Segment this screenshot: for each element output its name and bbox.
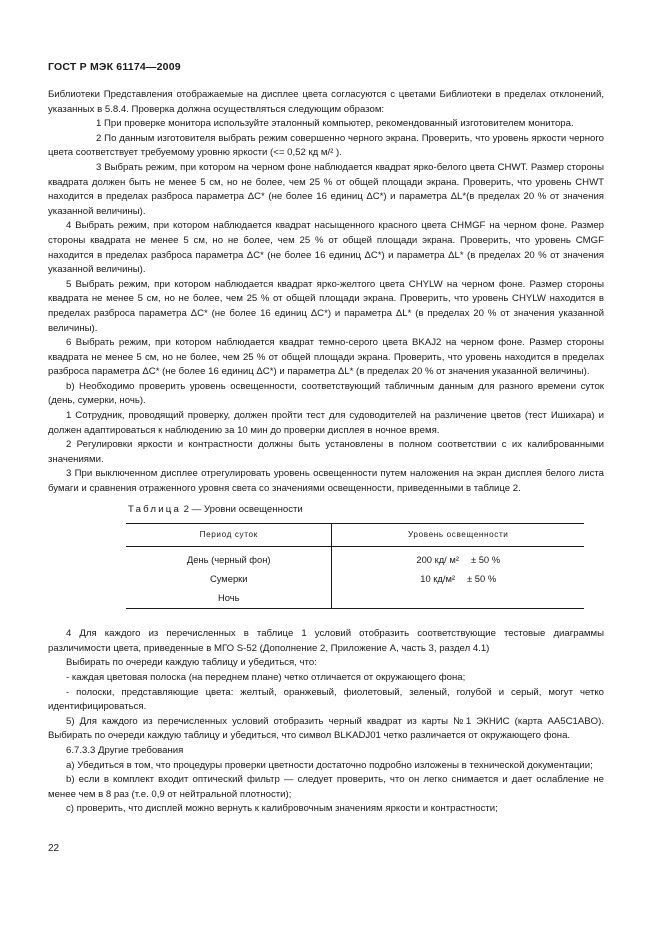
paragraph-step-2: 2 По данным изготовителя выбрать режим совершенно черного экрана. Проверить, что уровень яркости черного цвета соответствует требуемому уровню яркости (<= 0,52 кд м/² ). xyxy=(48,132,604,159)
column-header-period: Период суток xyxy=(126,524,332,547)
section-heading-6-7-3-3: 6.7.3.3 Другие требования xyxy=(66,744,184,756)
table-row xyxy=(126,589,584,609)
level-tolerance: ± 50 % xyxy=(467,573,497,585)
table-caption-word: Таблица xyxy=(128,503,182,515)
table-row xyxy=(126,547,584,571)
table-caption-title: 2 — Уровни освещенности xyxy=(181,503,303,515)
cell-period: День (черный фон) xyxy=(126,547,332,571)
page-number: 22 xyxy=(48,843,60,854)
bullet-strip-colors: - полоски, представляющие цвета: желтый, оранжевый, фиолетовый, зеленый, голубой и серый, могут четко идентифицироваться. xyxy=(48,686,604,713)
level-tolerance: ± 50 % xyxy=(470,554,501,566)
paragraph-b-step-3: 3 При выключенном дисплее отрегулировать уровень освещенности путем наложения на экран дисплея белого листа бумаги и сравнения отраженного уровня света со значениями освещенности, приведенными в таблице 2. xyxy=(48,468,604,495)
level-value: 10 кд/м² xyxy=(420,573,456,585)
cell-period: Сумерки xyxy=(126,570,332,589)
paragraph-step-5: 5 Выбрать режим, при котором наблюдается квадрат ярко-желтого цвета CHYLW на черном фоне. Размер стороны квадрата не менее 5 см, но не более, чем 25 % от общей площади экрана. Проверить, что уровень CHYLW находится в пределах разброса параметра ΔC* (не более 16 единиц ΔC*) и параметра ΔL* (в пределах 20 % от значения указанной величины). xyxy=(48,278,604,334)
column-header-level: Уровень освещенности xyxy=(332,524,584,547)
document-body xyxy=(48,88,604,817)
paragraph-b-step-4: 4 Для каждого из перечисленных в таблице 1 условий отобразить соответствующие тестовые диаграммы различимости цвета, приведенные в МГО S-52 (Дополнение 2, Приложение А, часть 3, раздел 4.1) xyxy=(48,628,604,654)
paragraph-b-step-5: 5) Для каждого из перечисленных условий отобразить черный квадрат из карты №1 ЭКНИС (карта AA5C1ABO). Выбирать по очереди каждую таблицу и убедиться, что символ BLKADJ01 четко различается от окружающего фона. xyxy=(48,715,604,742)
table-caption xyxy=(128,503,604,518)
table-row xyxy=(126,570,584,589)
paragraph-step-4: 4 Выбрать режим, при котором наблюдается квадрат насыщенного красного цвета CHMGF на черном фоне. Размер стороны квадрата не менее 5 см, но не более, чем 25 % от общей площади экрана. Проверить, что уровень CMGF находится в пределах разброса параметра ΔC* (не более 16 единиц ΔC*) и параметра ΔL* (в пределах 20 % от значения указанной величины). xyxy=(48,220,604,276)
paragraph-step-1: 1 При проверке монитора используйте эталонный компьютер, рекомендованный изготовителем монитора. xyxy=(96,118,574,130)
cell-level xyxy=(332,570,584,589)
cell-period: Ночь xyxy=(126,589,332,609)
paragraph-item-b: b) Необходимо проверить уровень освещенности, соответствующий табличным данным для разного времени суток (день, сумерки, ночь). xyxy=(48,380,604,407)
level-value: 200 кд/ м² xyxy=(416,554,459,566)
paragraph-b-step-1: 1 Сотрудник, проводящий проверку, должен пройти тест для судоводителей на различение цветов (тест Ишихара) и должен адаптироваться к наблюдению за 10 мин до проверки дисплея в ночное время. xyxy=(48,410,604,436)
section-after-table xyxy=(48,627,604,817)
illumination-table xyxy=(126,523,584,609)
paragraph-step-3: 3 Выбрать режим, при котором на черном фоне наблюдается квадрат ярко-белого цвета CHWT. Размер стороны квадрата должен быть не менее 5 см, но не более, чем 25 % от общей площади экрана. Проверить, что уровень CHWT находится в пределах разброса параметра ΔC* (не более 16 единиц ΔC*) и параметра ΔL*(в пределах 20 % от значения указанной величины). xyxy=(48,161,604,217)
cell-level xyxy=(332,547,584,571)
paragraph-item-b-filter: b) если в комплект входит оптический фильтр — следует проверить, что он легко снимается и дает ослабление не менее чем в 8 раз (т.е. 0,9 от нейтральной плотности); xyxy=(48,774,604,800)
paragraph-choose-table: Выбирать по очереди каждую таблицу и убедиться, что: xyxy=(66,657,317,669)
cell-level xyxy=(332,589,584,609)
paragraph-step-6: 6 Выбрать режим, при котором наблюдается квадрат темно-серого цвета BKAJ2 на черном фоне. Размер стороны квадрата не менее 5 см, но не более, чем 25 % от общей площади экрана. Проверить, что уровень находится в пределах разброса параметра ΔC* (не более 16 единиц ΔC*) и параметра ΔL* (в пределах 20 % от значения указанной величины). xyxy=(48,337,604,378)
paragraph-intro: Библиотеки Представления отображаемые на дисплее цвета согласуются с цветами Библиотеки в пределах отклонений, указанных в 5.8.4. Проверка должна осуществляться следующим образом: xyxy=(48,89,604,115)
table-header-row xyxy=(126,524,584,547)
paragraph-item-a: а) Убедиться в том, что процедуры проверки цветности достаточно подробно изложены в технической документации; xyxy=(66,759,593,771)
paragraph-b-step-2: 2 Регулировки яркости и контрастности должны быть установлены в полном соответствии с их калиброванными значениями. xyxy=(48,439,604,465)
paragraph-item-c: с) проверить, что дисплей можно вернуть к калибровочным значениям яркости и контрастности; xyxy=(66,803,498,815)
document-header: ГОСТ Р МЭК 61174—2009 xyxy=(48,61,181,73)
bullet-color-strip: - каждая цветовая полоска (на переднем плане) четко отличается от окружающего фона; xyxy=(66,672,466,683)
